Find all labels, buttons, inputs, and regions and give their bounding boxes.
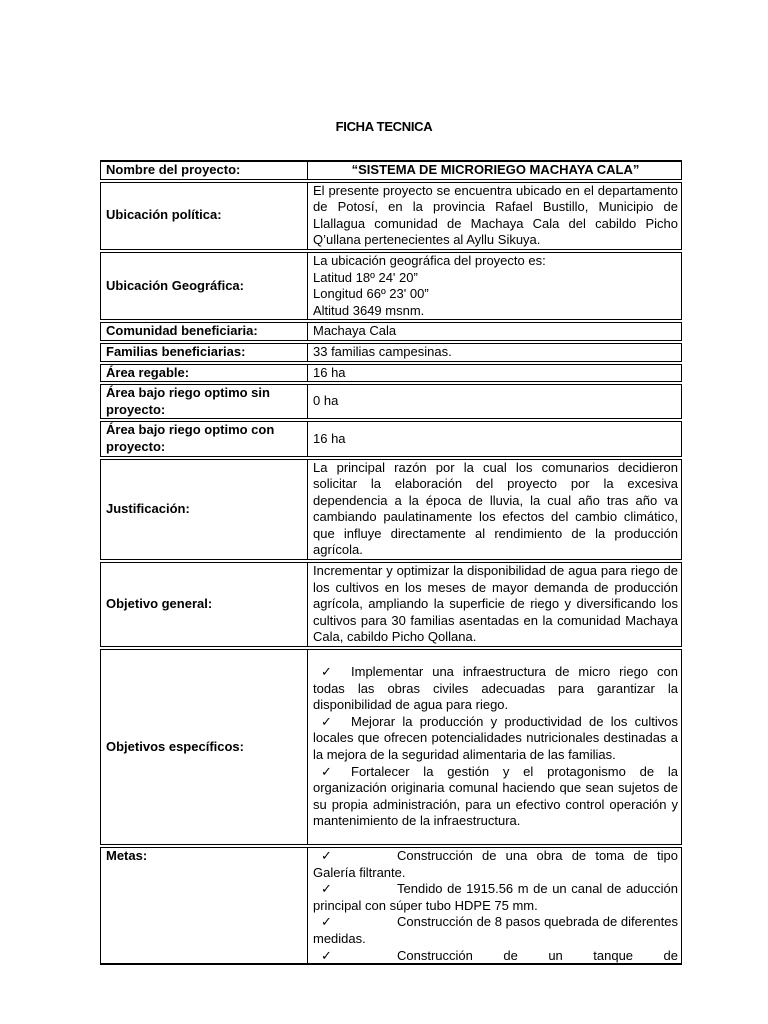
row-justificacion: [100, 459, 682, 561]
row-objetivo-general: [100, 562, 682, 647]
value-area-regable: 16 ha: [307, 364, 682, 383]
geo-longitude: Longitud 66º 23' 00”: [313, 286, 429, 302]
objetivo-item-text: Fortalecer la gestión y el protagonismo de la organización originaria comunal haciendo que sean sujetos de su propia administración, para un efectivo control operación y mantenimiento de la infraestructura.: [313, 763, 678, 829]
value-ubicacion-geografica: [307, 252, 682, 320]
row-ubicacion-geografica: [100, 252, 682, 320]
geo-altitude: Altitud 3649 msnm.: [313, 302, 425, 318]
meta-item-text: Tendido de 1915.56 m de un canal de aducción principal con súper tubo HDPE 75 mm.: [313, 881, 678, 913]
meta-item-text: Construcción de una obra de toma de tipo Galería filtrante.: [313, 848, 678, 880]
checkmark-icon: ✓: [321, 664, 332, 680]
label-nombre: Nombre del proyecto:: [100, 160, 307, 180]
checkmark-icon: ✓: [321, 763, 332, 779]
geo-latitude: Latitud 18º 24' 20”: [313, 269, 418, 285]
row-objetivos-especificos: [100, 649, 682, 845]
label-area-regable: Área regable:: [100, 364, 307, 383]
value-objetivos-especificos: [307, 649, 682, 845]
label-ubicacion-politica: Ubicación política:: [100, 182, 307, 250]
objetivo-item: [313, 664, 678, 714]
row-area-sin-proyecto: [100, 384, 682, 419]
row-area-con-proyecto: [100, 421, 682, 456]
meta-item: [313, 948, 678, 963]
meta-item: [313, 881, 678, 914]
label-metas: Metas:: [100, 847, 307, 965]
label-area-sin-proyecto: Área bajo riego optimo sin proyecto:: [100, 384, 307, 419]
checkmark-icon: ✓: [321, 914, 332, 930]
row-nombre: [100, 160, 682, 180]
value-familias: 33 familias campesinas.: [307, 343, 682, 362]
label-comunidad: Comunidad beneficiaria:: [100, 322, 307, 341]
value-area-con-proyecto: 16 ha: [307, 421, 682, 456]
label-familias: Familias beneficiarias:: [100, 343, 307, 362]
checkmark-icon: ✓: [321, 713, 332, 729]
row-familias: [100, 343, 682, 362]
checkmark-icon: ✓: [321, 881, 332, 897]
checkmark-icon: ✓: [321, 848, 332, 864]
value-objetivo-general: Incrementar y optimizar la disponibilidad de agua para riego de los cultivos en los meses de mayor demanda de producción agrícola, ampliando la superficie de riego y diversificando los cultivos para 30 familias asentadas en la comunidad Machaya Cala, cabildo Picho Qollana.: [307, 562, 682, 647]
value-justificacion: La principal razón por la cual los comunarios decidieron solicitar la elaboración del proyecto por la excesiva dependencia a la época de lluvia, la cual año tras año va cambiando paulatinamente los efectos del cambio climático, que influye directamente al rendimiento de la producción agrícola.: [307, 459, 682, 561]
meta-item: [313, 848, 678, 881]
row-metas: [100, 847, 682, 965]
value-nombre: “SISTEMA DE MICRORIEGO MACHAYA CALA”: [307, 160, 682, 180]
checkmark-icon: ✓: [321, 947, 332, 963]
row-ubicacion-politica: [100, 182, 682, 250]
value-ubicacion-politica: El presente proyecto se encuentra ubicado en el departamento de Potosí, en la provincia Rafael Bustillo, Municipio de Llallagua comunidad de Machaya Cala del cabildo Picho Q’ullana pertenecientes al Ayllu Sikuya.: [307, 182, 682, 250]
label-area-con-proyecto: Área bajo riego optimo con proyecto:: [100, 421, 307, 456]
objetivo-item: [313, 714, 678, 764]
row-area-regable: [100, 364, 682, 383]
value-comunidad: Machaya Cala: [307, 322, 682, 341]
meta-item-text: Construcción de un tanque de: [397, 947, 678, 963]
geo-line: La ubicación geográfica del proyecto es:: [313, 252, 546, 268]
ficha-tecnica-table: [100, 158, 682, 967]
label-objetivos-especificos: Objetivos específicos:: [100, 649, 307, 845]
value-metas: [307, 847, 682, 965]
row-comunidad: [100, 322, 682, 341]
label-objetivo-general: Objetivo general:: [100, 562, 307, 647]
label-justificacion: Justificación:: [100, 459, 307, 561]
document-title: FICHA TECNICA: [335, 119, 433, 134]
meta-item-text: Construcción de 8 pasos quebrada de diferentes medidas.: [313, 914, 678, 946]
objetivo-item-text: Implementar una infraestructura de micro riego con todas las obras civiles adecuadas para garantizar la disponibilidad de agua para riego.: [313, 664, 678, 713]
objetivo-item: [313, 764, 678, 830]
value-area-sin-proyecto: 0 ha: [307, 384, 682, 419]
label-ubicacion-geografica: Ubicación Geográfica:: [100, 252, 307, 320]
meta-item: [313, 914, 678, 947]
objetivo-item-text: Mejorar la producción y productividad de los cultivos locales que ofrecen potencialidades nutricionales destinadas a la mejora de la seguridad alimentaria de las familias.: [313, 713, 678, 763]
